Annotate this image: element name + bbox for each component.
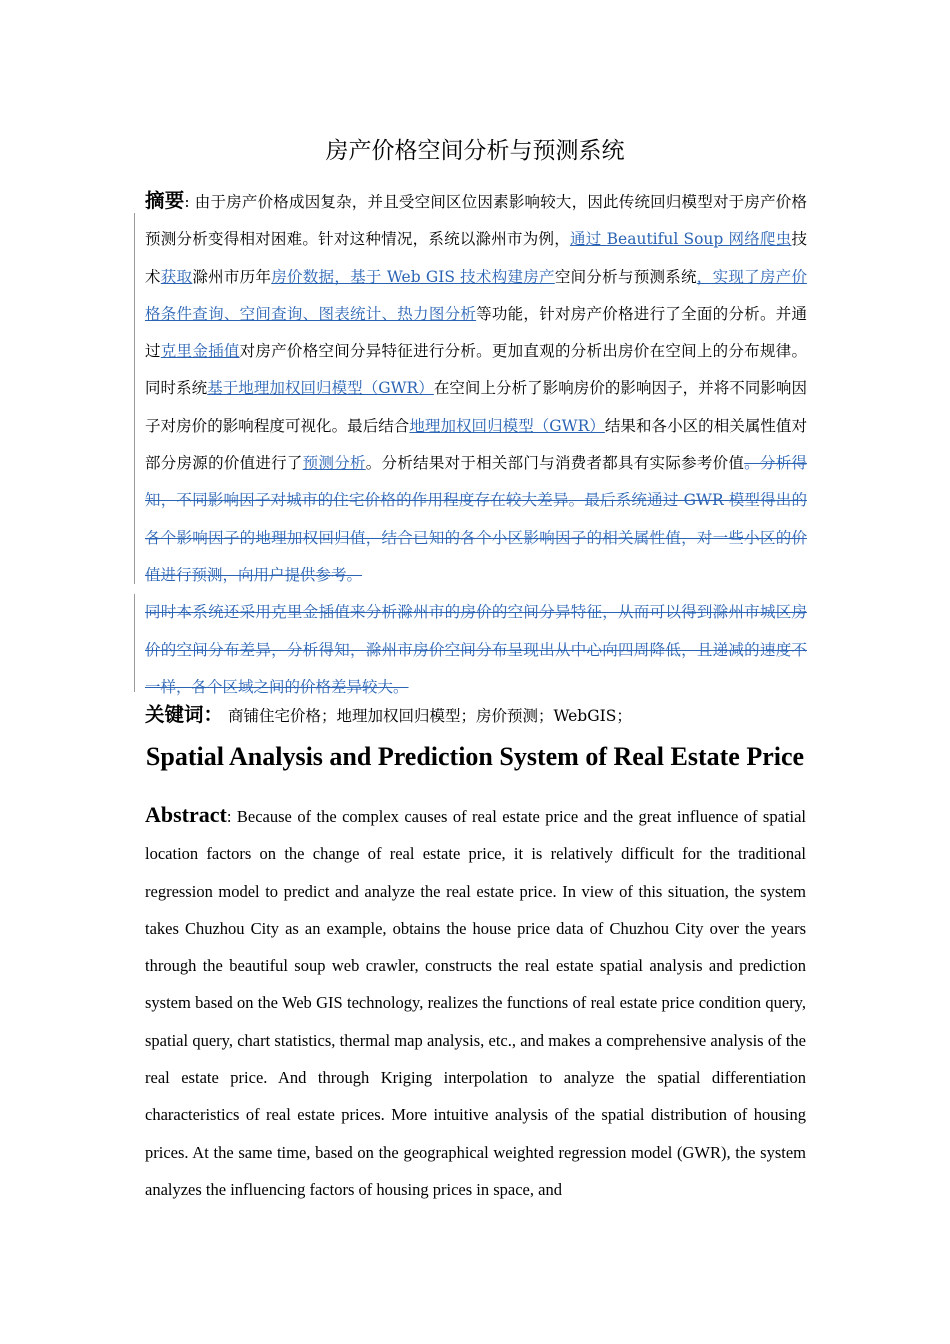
abstract-heading: 摘要 [145, 189, 185, 212]
abstract-text: 。分析结果对于相关部门与消费者都具有实际参考价值 [365, 454, 745, 473]
keywords-text: 商铺住宅价格；地理加权回归模型；房价预测；WebGIS； [227, 707, 632, 725]
abstract-colon: : [184, 193, 190, 211]
abstract-text: 等功能，针对房产价格进行了全面的分析。并通过 [145, 304, 807, 361]
abstract-text: 在空间上分析了影响房价的影响因子，并将不同影响因子对房价的影响程度可视化。最后结合 [145, 379, 807, 435]
change-bar [134, 213, 135, 584]
abstract-text: 空间分析与预测系统 [554, 267, 697, 286]
abstract-text: 技术 [145, 230, 807, 286]
inserted-text: 房价数据，基于 Web GIS 技术构建房产 [271, 267, 555, 286]
chinese-title: 房产价格空间分析与预测系统 [325, 138, 625, 164]
change-bar [134, 594, 135, 692]
inserted-text: 基于地理加权回归模型（GWR） [207, 379, 434, 398]
keywords-heading: 关键词： [145, 703, 224, 726]
deleted-paragraph: 同时本系统还采用克里金插值来分析滁州市的房价的空间分异特征，从而可以得到滁州市城区房价的空间分布差异，分析得知，滁州市房价空间分布呈现出从中心向四周降低，且递减的速度不一样，各个区域之间的价格差异较大。 [145, 603, 807, 696]
abstract-text: 由于房产价格成因复杂，并且受空间区位因素影响较大，因此传统回归模型对于房产价格预测分析变得相对困难。针对这种情况，系统以滁州市为例， [145, 193, 807, 249]
abstract-text: 结果和各小区的相关属性值对部分房源的价值进行了 [145, 416, 807, 473]
abstract-text: 滁州市历年 [192, 267, 272, 286]
chinese-abstract [145, 182, 807, 706]
english-title: Spatial Analysis and Prediction System of Real Estate Price [145, 742, 805, 771]
deleted-text: 。分析得知，不同影响因子对城市的住宅价格的作用程度存在较大差异。最后系统通过 GWR 模型得出的各个影响因子的地理加权回归值，结合已知的各个小区影响因子的相关属性值，对一些小区的价值进行预测，向用户提供参考。 [145, 454, 807, 584]
english-abstract-text: : Because of the complex causes of real estate price and the great influence of spatial location factors on the change of real estate price, it is relatively difficult for the traditional regression model to predict and analyze the real estate price. In view of this situation, the system takes Chuzhou City as an example, obtains the house price data of Chuzhou City over the years through the beautiful soup web crawler, constructs the real estate spatial analysis and prediction system based on the Web GIS technology, realizes the functions of real estate price condition query, spatial query, chart statistics, thermal map analysis, etc., and makes a comprehensive analysis of the real estate price. And through Kriging interpolation to analyze the spatial differentiation characteristics of real estate prices. More intuitive analysis of the spatial distribution of housing prices. At the same time, based on the geographical weighted regression model (GWR), the system analyzes the influencing factors of housing prices in space, and [145, 807, 806, 1199]
english-abstract-heading: Abstract [145, 802, 227, 827]
inserted-text: 地理加权回归模型（GWR） [409, 416, 605, 435]
inserted-text: ，实现了房产价格条件查询、空间查询、图表统计、热力图分析 [145, 267, 807, 323]
inserted-text: 克里金插值 [160, 342, 240, 361]
inserted-text: 获取 [160, 267, 193, 286]
inserted-text: 预测分析 [302, 454, 366, 473]
english-abstract [145, 796, 806, 1208]
inserted-text: 通过 Beautiful Soup 网络爬虫 [570, 230, 792, 249]
keywords-line [145, 699, 807, 732]
abstract-text: 对房产价格空间分异特征进行分析。更加直观的分析出房价在空间上的分布规律。同时系统 [145, 342, 807, 398]
